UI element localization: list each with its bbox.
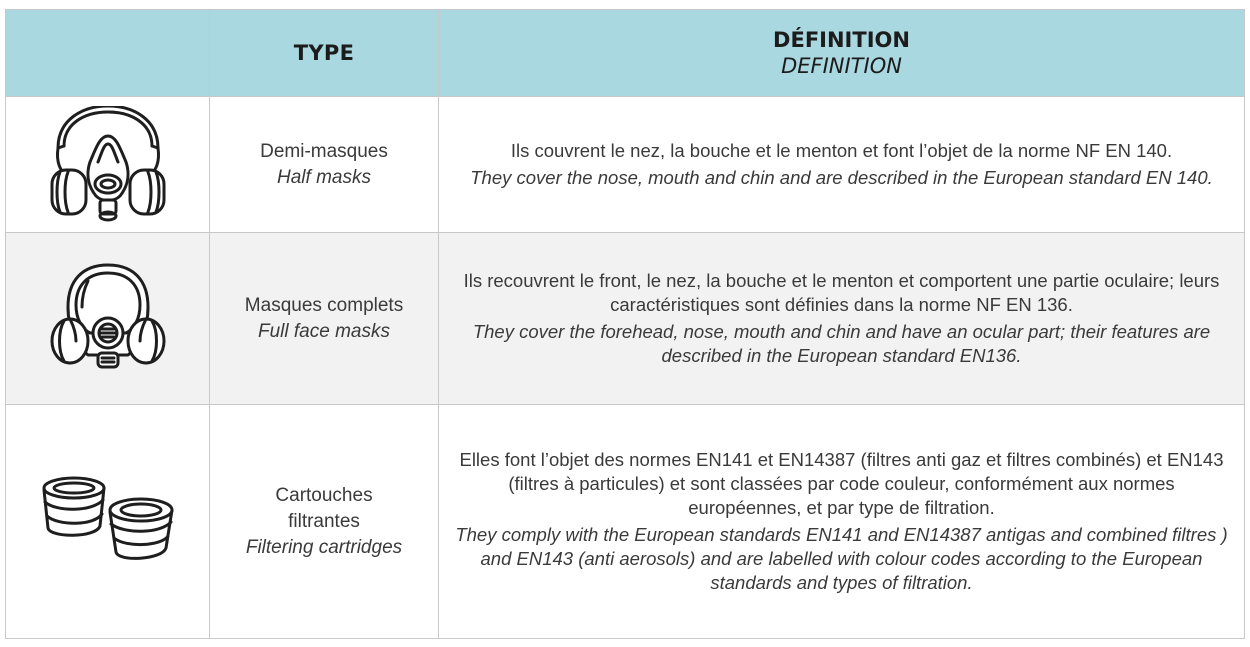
definition-text-fr: Elles font l’objet des normes EN141 et EN14387 (filtres anti gaz et filtres combinés) et EN143 (filtres à particules) et sont classées par code couleur, conformément aux normes européennes, et par type de filtration. <box>459 449 1224 518</box>
definition-cell <box>439 233 1245 405</box>
table-row <box>6 233 1245 405</box>
header-type-label: TYPE <box>293 41 355 65</box>
type-label-fr: Masques complets <box>244 294 404 316</box>
header-definition-label-en: DEFINITION <box>781 54 902 78</box>
full-face-mask-icon <box>48 261 168 377</box>
type-label-en: Half masks <box>277 166 371 188</box>
table-row <box>6 405 1245 639</box>
image-cell <box>6 97 210 233</box>
type-cell <box>210 97 439 233</box>
image-cell <box>6 405 210 639</box>
header-row <box>6 10 1245 97</box>
type-label-en: Full face masks <box>258 320 390 342</box>
type-cell <box>210 405 439 639</box>
definition-text-fr: Ils recouvrent le front, le nez, la bouche et le menton et comportent une partie oculaire; leurs caractéristiques sont définies dans la norme NF EN 136. <box>463 270 1220 315</box>
respirator-table <box>5 9 1245 639</box>
definition-text-fr: Ils couvrent le nez, la bouche et le menton et font l’objet de la norme NF EN 140. <box>510 140 1173 161</box>
definition-cell <box>439 405 1245 639</box>
type-label-en: Filtering cartridges <box>245 536 403 558</box>
header-definition-cell <box>439 10 1245 97</box>
header-type-cell <box>210 10 439 97</box>
definition-text-en: They comply with the European standards EN141 and EN14387 antigas and combined filtres ) and EN143 (anti aerosols) and are labelled with colour codes according to the European standards and types of filtration. <box>455 524 1228 593</box>
image-cell <box>6 233 210 405</box>
filter-cartridges-icon <box>38 476 178 568</box>
half-mask-icon <box>48 106 168 224</box>
type-label-fr: Demi-masques <box>260 140 388 162</box>
type-label-fr: Cartouches filtrantes <box>275 484 373 532</box>
table-row <box>6 97 1245 233</box>
type-cell <box>210 233 439 405</box>
definition-text-en: They cover the forehead, nose, mouth and chin and have an ocular part; their features are described in the European standard EN136. <box>472 321 1211 366</box>
header-image-cell <box>6 10 210 97</box>
header-definition-label-fr: DÉFINITION <box>773 28 910 52</box>
definition-text-en: They cover the nose, mouth and chin and are described in the European standard EN 140. <box>470 167 1213 188</box>
definition-cell <box>439 97 1245 233</box>
